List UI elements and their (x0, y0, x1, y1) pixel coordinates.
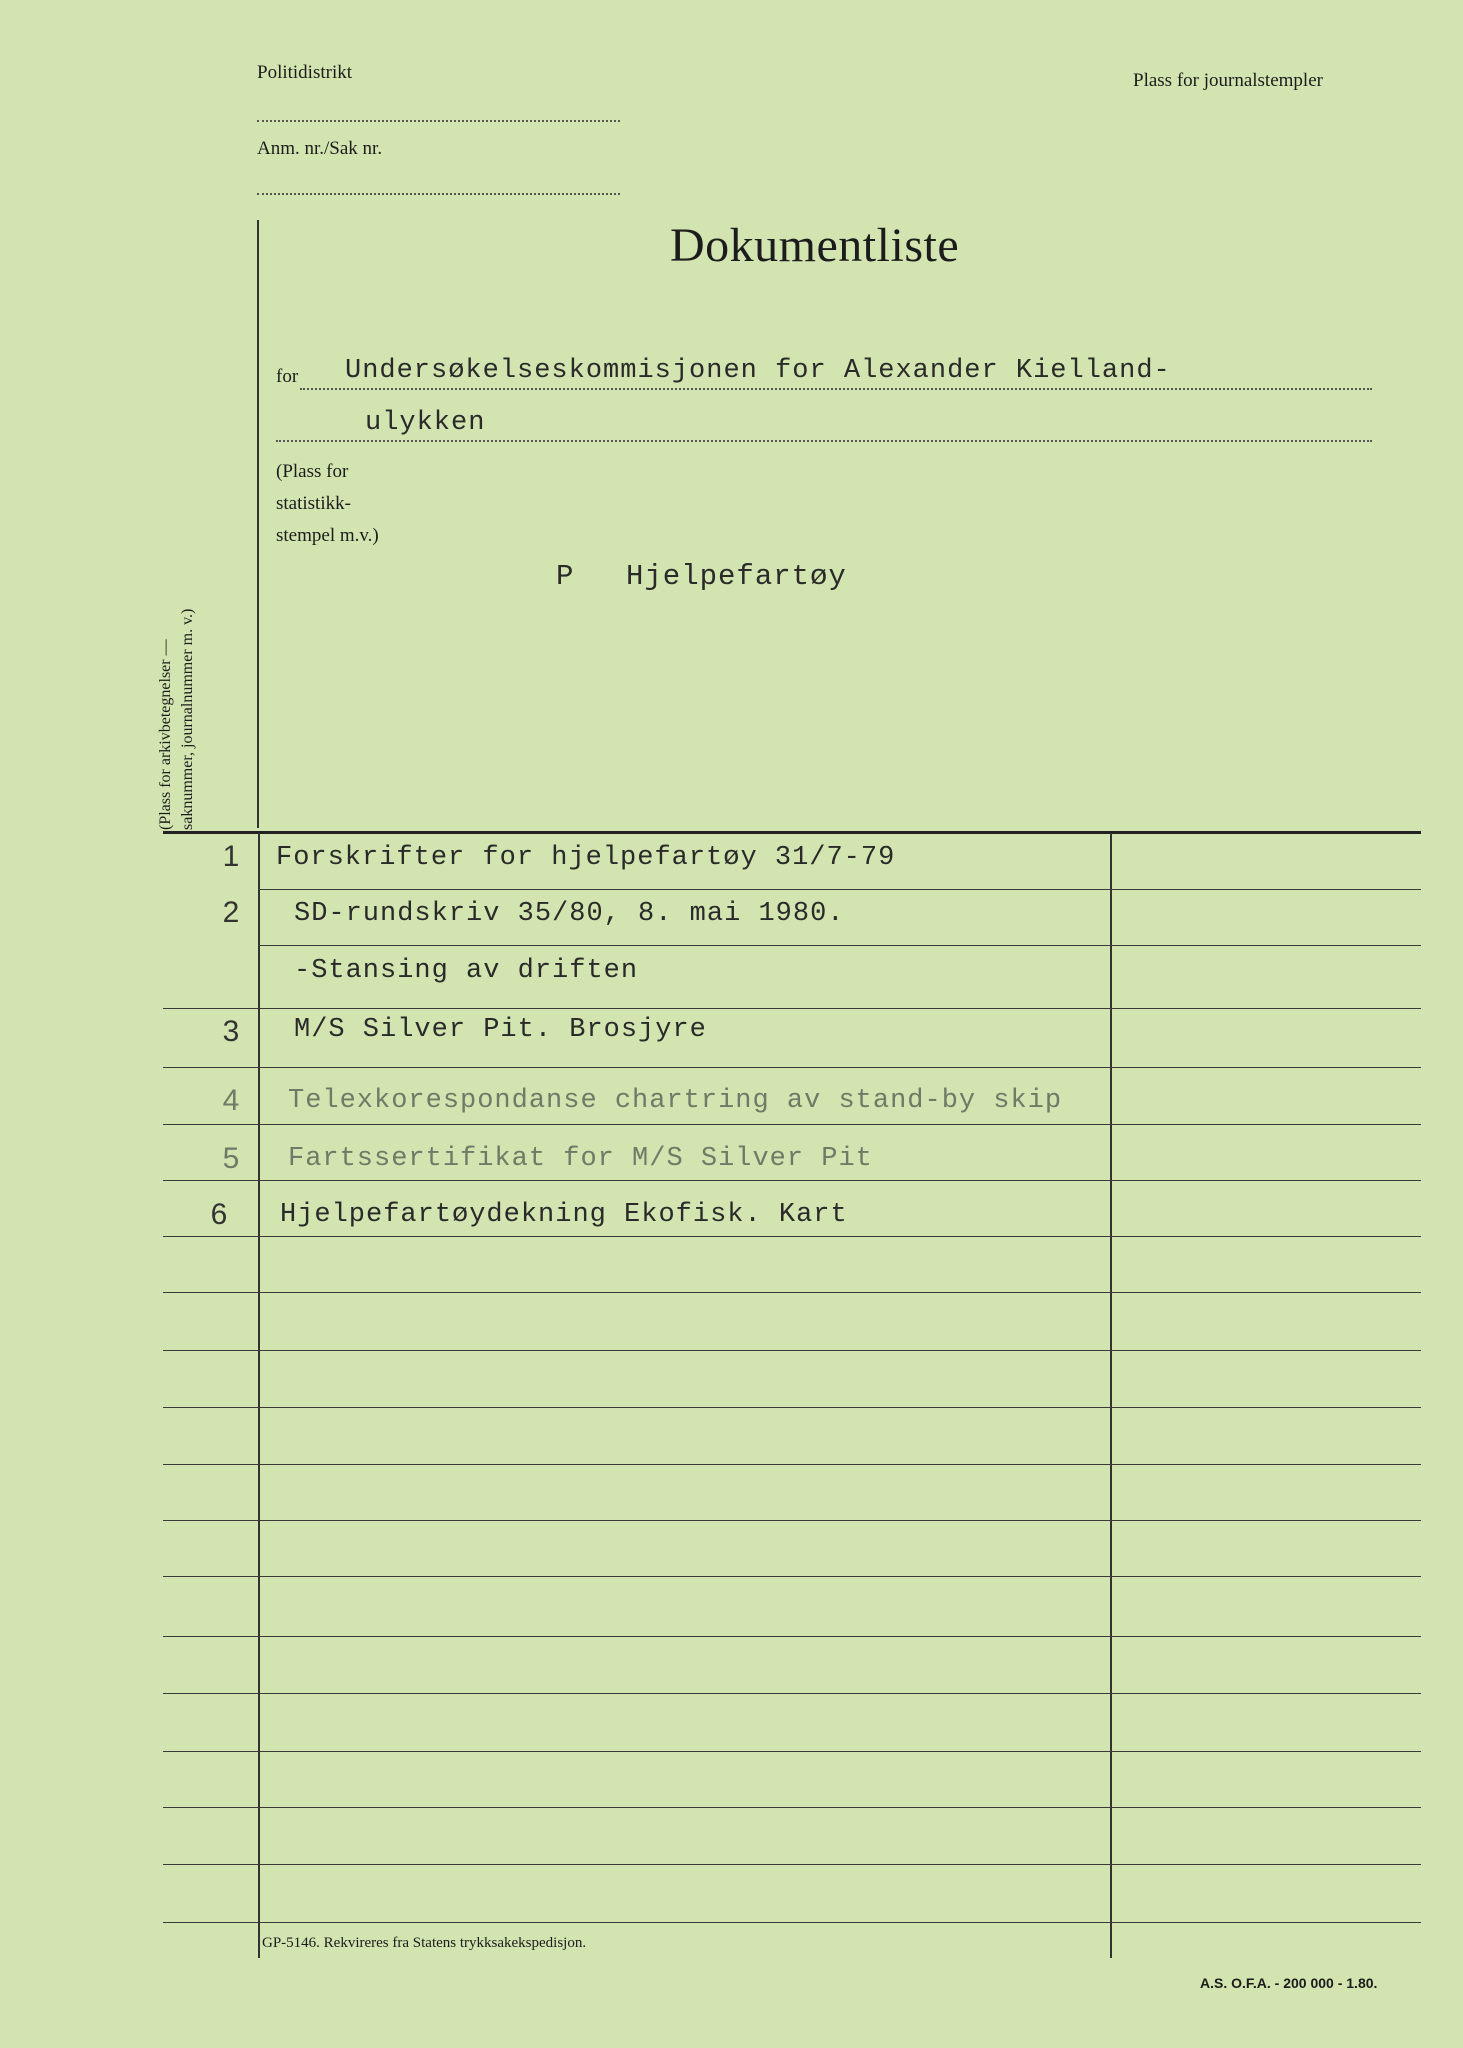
table-row-rule (163, 1292, 1421, 1293)
table-row-rule (163, 1180, 1421, 1181)
table-row-rule (163, 1350, 1421, 1351)
table-row-rule (258, 889, 1421, 890)
table-row-rule (163, 1008, 1421, 1009)
archive-label: (Plass for arkivbetegnelser — saknummer, journalnummer m. v.) (157, 608, 196, 830)
table-row-rule (258, 945, 1421, 946)
row-text: Forskrifter for hjelpefartøy 31/7-79 (276, 843, 896, 873)
table-row-rule (163, 1520, 1421, 1521)
table-row-rule (163, 1807, 1421, 1808)
row-text: SD-rundskriv 35/80, 8. mai 1980. (294, 899, 845, 929)
row-number: 3 (222, 1015, 240, 1048)
category-name: Hjelpefartøy (626, 560, 847, 593)
table-row-rule (163, 1124, 1421, 1125)
anm-label: Anm. nr./Sak nr. (257, 138, 383, 159)
page-title: Dokumentliste (670, 219, 960, 272)
row-number: 1 (222, 840, 240, 873)
anm-field (257, 193, 620, 195)
for-label: for (276, 366, 299, 387)
footer-left: GP-5146. Rekvireres fra Statens trykksakekspedisjon. (262, 1935, 587, 1951)
table-top-rule (163, 831, 1421, 834)
table-right-divider (1110, 833, 1112, 1958)
for-text-1: Undersøkelseskommisjonen for Alexander Kielland- (345, 356, 1171, 386)
table-row-rule (163, 1693, 1421, 1694)
row-text: Telexkorespondanse chartring av stand-by skip (288, 1086, 1063, 1116)
upper-block-divider (257, 220, 259, 828)
row-number: 4 (222, 1084, 240, 1117)
table-num-divider (258, 833, 260, 1958)
table-row-rule (163, 1576, 1421, 1577)
row-text: -Stansing av driften (294, 956, 639, 986)
for-text-2: ulykken (365, 408, 486, 438)
row-text: Fartssertifikat for M/S Silver Pit (288, 1144, 873, 1174)
row-text: Hjelpefartøydekning Ekofisk. Kart (280, 1200, 848, 1230)
table-row-rule (163, 1751, 1421, 1752)
politidistrikt-label: Politidistrikt (257, 62, 353, 83)
row-number: 5 (222, 1142, 240, 1175)
table-row-rule (163, 1922, 1421, 1923)
row-number: 6 (210, 1198, 228, 1231)
row-text: M/S Silver Pit. Brosjyre (294, 1015, 707, 1045)
table-row-rule (163, 1636, 1421, 1637)
for-line-2 (276, 440, 1372, 442)
for-line-1 (300, 388, 1372, 390)
table-row-rule (163, 1067, 1421, 1068)
stat-stamp-label: (Plass for statistikk- stempel m.v.) (276, 461, 379, 546)
politidistrikt-field (257, 120, 620, 122)
row-number: 2 (222, 896, 240, 929)
journal-stamp-label: Plass for journalstempler (1133, 70, 1323, 91)
table-row-rule (163, 1464, 1421, 1465)
category-code: P (556, 560, 575, 593)
footer-right: A.S. O.F.A. - 200 000 - 1.80. (1200, 1975, 1378, 1991)
table-row-rule (163, 1236, 1421, 1237)
table-row-rule (163, 1864, 1421, 1865)
table-row-rule (163, 1407, 1421, 1408)
